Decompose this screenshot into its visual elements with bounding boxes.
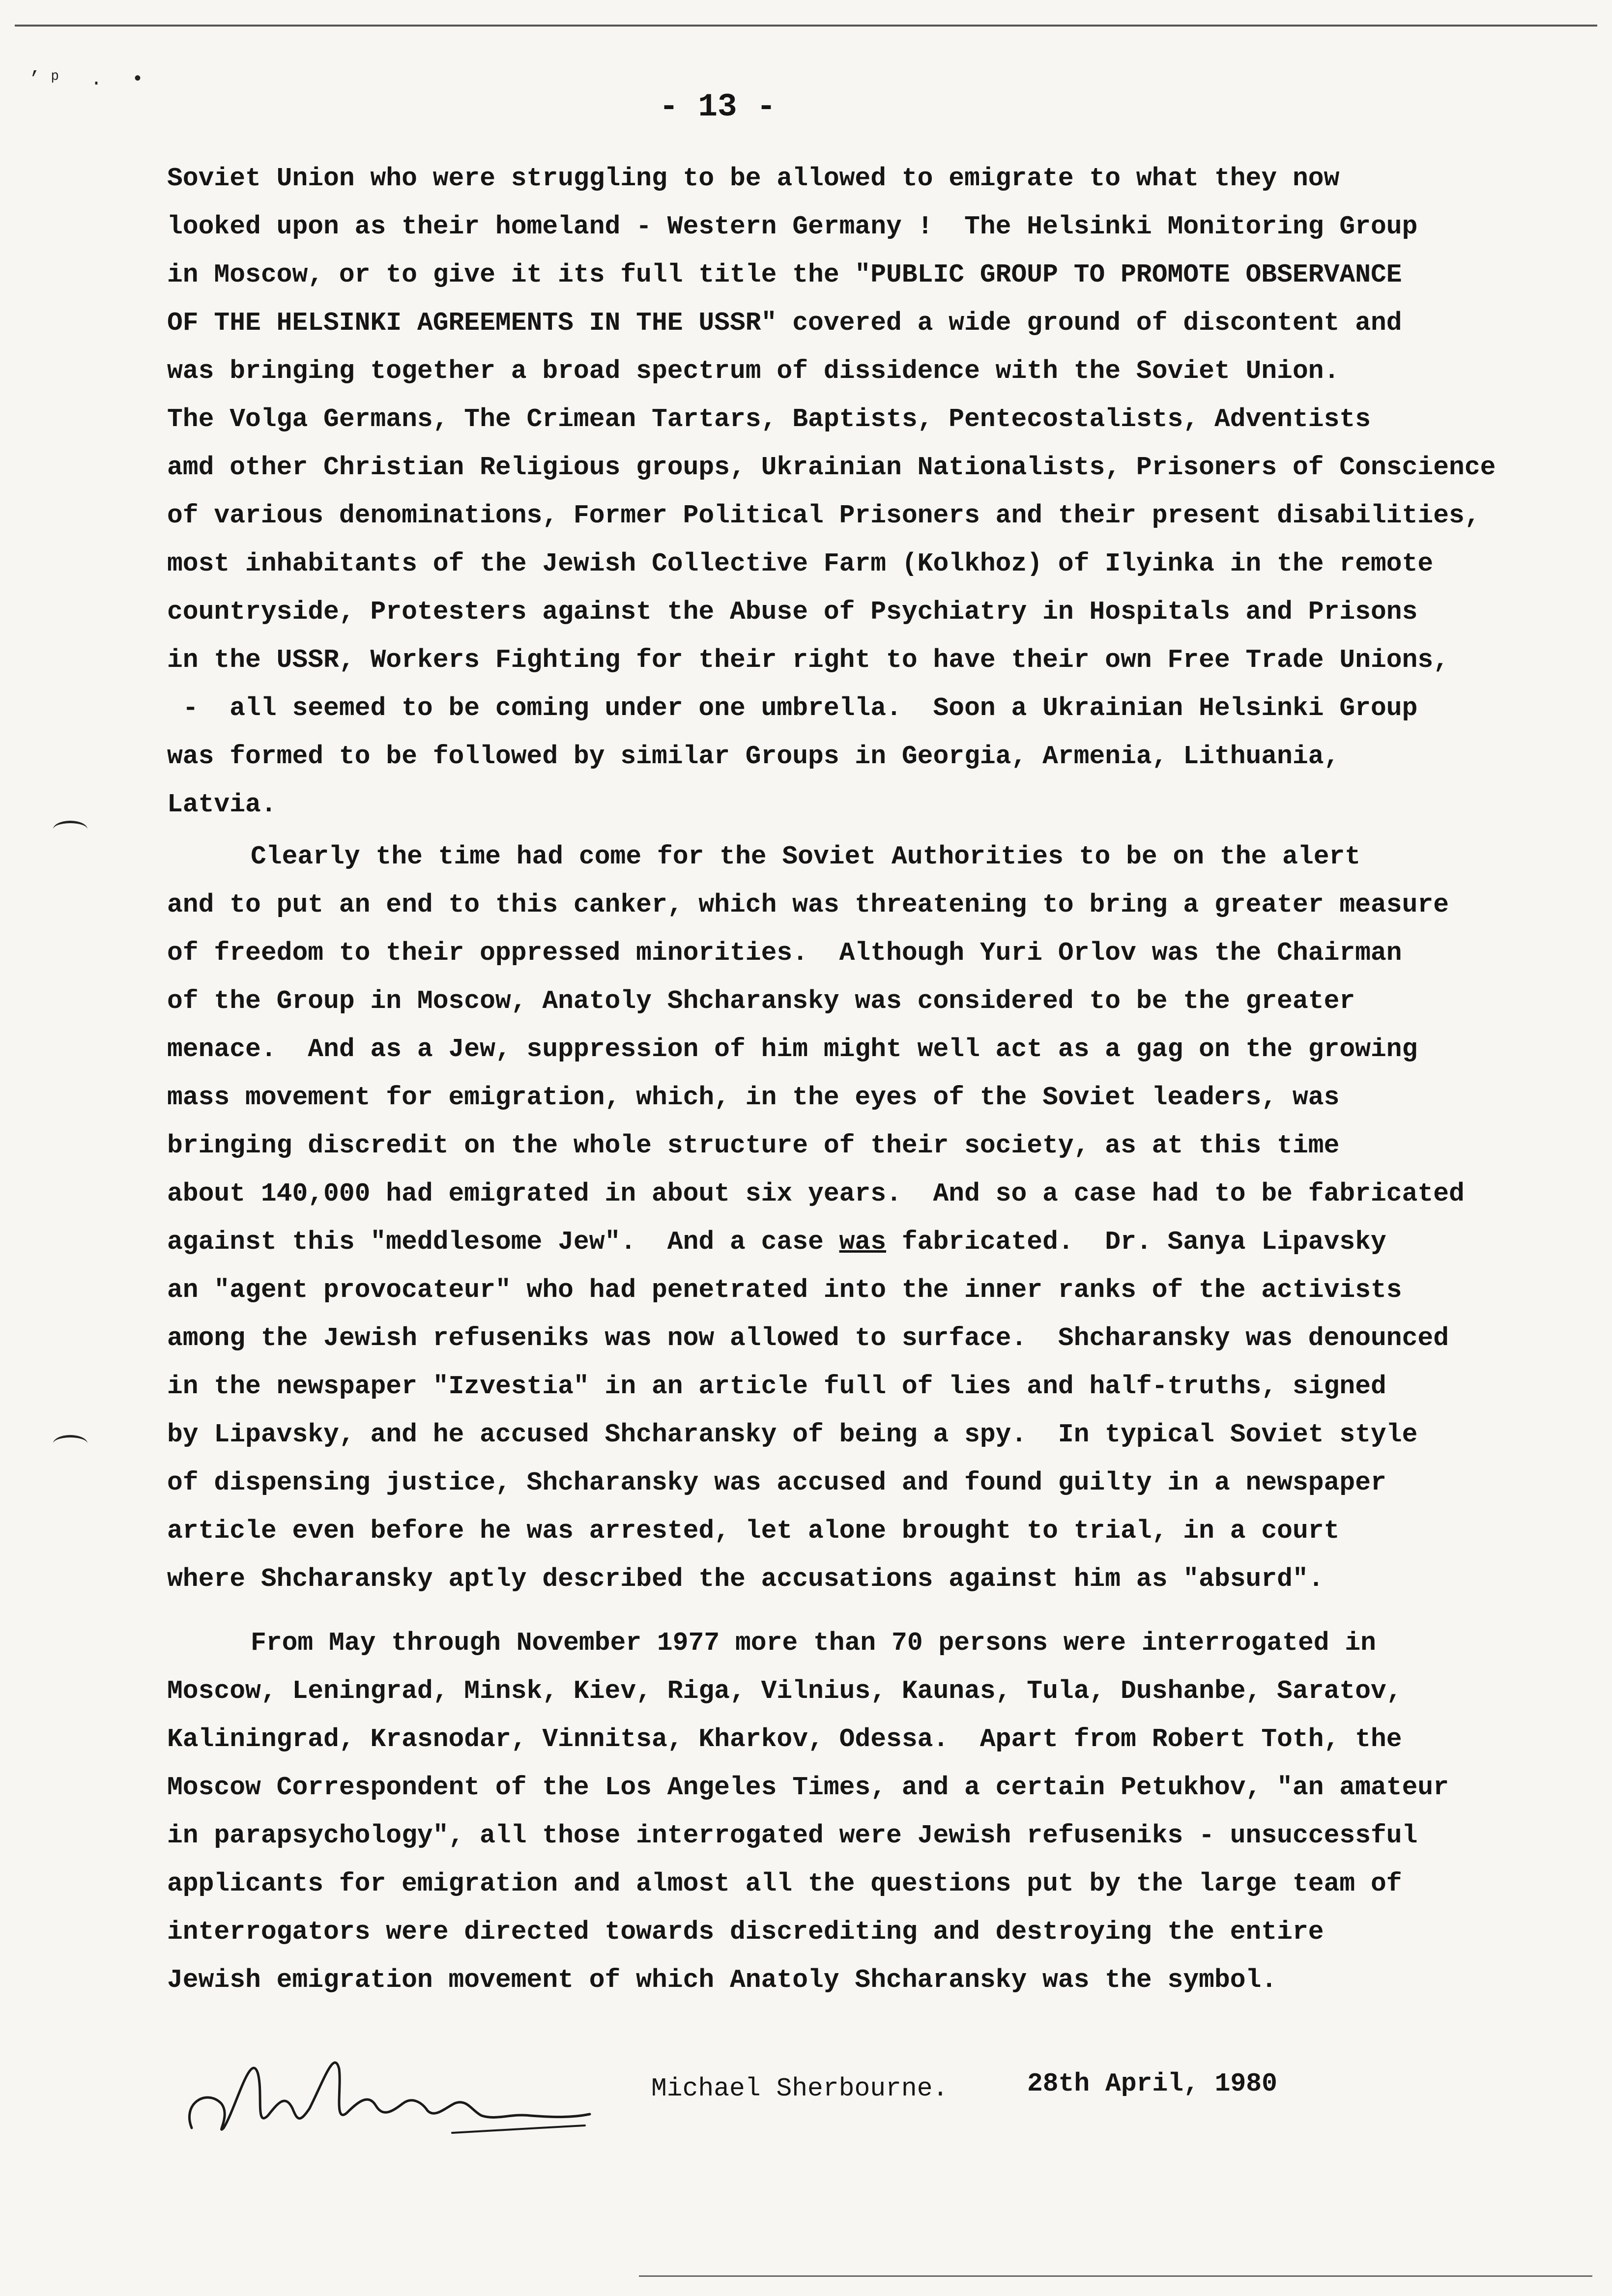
text-line: Soviet Union who were struggling to be allowed to emigrate to what they now xyxy=(167,164,1340,193)
paragraph-1 xyxy=(167,154,1543,829)
text-segment: fabricated. Dr. Sanya Lipavsky xyxy=(886,1227,1386,1257)
text-line: Clearly the time had come for the Soviet Authorities to be on the alert xyxy=(251,842,1361,871)
corner-marks: ’ᵖ . • xyxy=(29,69,153,91)
signature-date: 28th April, 1980 xyxy=(1027,2069,1277,2098)
text-line: by Lipavsky, and he accused Shcharansky of being a spy. In typical Soviet style xyxy=(167,1420,1418,1449)
text-line: Latvia. xyxy=(167,790,277,819)
text-line: countryside, Protesters against the Abuse of Psychiatry in Hospitals and Prisons xyxy=(167,597,1418,627)
text-line: was formed to be followed by similar Groups in Georgia, Armenia, Lithuania, xyxy=(167,742,1340,771)
text-line: menace. And as a Jew, suppression of him might well act as a gag on the growing xyxy=(167,1034,1418,1064)
text-line: of freedom to their oppressed minorities. Although Yuri Orlov was the Chairman xyxy=(167,938,1402,968)
text-line: Moscow, Leningrad, Minsk, Kiev, Riga, Vilnius, Kaunas, Tula, Dushanbe, Saratov, xyxy=(167,1676,1402,1706)
text-line: The Volga Germans, The Crimean Tartars, Baptists, Pentecostalists, Adventists xyxy=(167,404,1371,434)
paragraph-3 xyxy=(167,1619,1543,2004)
text-line: bringing discredit on the whole structure of their society, as at this time xyxy=(167,1131,1340,1160)
page-number: - 13 - xyxy=(659,88,776,125)
text-line: was bringing together a broad spectrum of dissidence with the Soviet Union. xyxy=(167,356,1340,386)
text-line: and to put an end to this canker, which was threatening to bring a greater measure xyxy=(167,890,1449,919)
text-line: amd other Christian Religious groups, Ukrainian Nationalists, Prisoners of Conscience xyxy=(167,453,1496,482)
text-segment: against this "meddlesome Jew". And a case xyxy=(167,1227,839,1257)
text-line: of various denominations, Former Political Prisoners and their present disabilities, xyxy=(167,501,1480,530)
text-line xyxy=(167,1218,1543,1266)
text-line: where Shcharansky aptly described the accusations against him as "absurd". xyxy=(167,1564,1324,1594)
text-line: in the USSR, Workers Fighting for their right to have their own Free Trade Unions, xyxy=(167,645,1449,675)
text-line: interrogators were directed towards discrediting and destroying the entire xyxy=(167,1917,1324,1947)
handwritten-signature xyxy=(177,2030,600,2157)
text-line: From May through November 1977 more than 70 persons were interrogated in xyxy=(251,1628,1376,1658)
text-line: among the Jewish refuseniks was now allowed to surface. Shcharansky was denounced xyxy=(167,1323,1449,1353)
text-line: mass movement for emigration, which, in the eyes of the Soviet leaders, was xyxy=(167,1083,1340,1112)
text-line: about 140,000 had emigrated in about six years. And so a case had to be fabricated xyxy=(167,1179,1465,1208)
text-line: article even before he was arrested, let alone brought to trial, in a court xyxy=(167,1516,1340,1546)
text-line: in parapsychology", all those interrogated were Jewish refuseniks - unsuccessful xyxy=(167,1821,1418,1850)
text-line: most inhabitants of the Jewish Collective Farm (Kolkhoz) of Ilyinka in the remote xyxy=(167,549,1434,578)
text-line: Kaliningrad, Krasnodar, Vinnitsa, Kharkov, Odessa. Apart from Robert Toth, the xyxy=(167,1724,1402,1754)
text-line: in the newspaper "Izvestia" in an article full of lies and half-truths, signed xyxy=(167,1372,1386,1401)
text-line: - all seemed to be coming under one umbrella. Soon a Ukrainian Helsinki Group xyxy=(167,693,1418,723)
text-line: in Moscow, or to give it its full title the "PUBLIC GROUP TO PROMOTE OBSERVANCE xyxy=(167,260,1402,289)
page-bottom-edge xyxy=(639,2275,1592,2277)
paragraph-2 xyxy=(167,832,1543,1603)
signatory-name: Michael Sherbourne. xyxy=(651,2074,949,2103)
text-line: looked upon as their homeland - Western Germany ! The Helsinki Monitoring Group xyxy=(167,212,1418,241)
margin-punch-mark xyxy=(53,1435,87,1452)
page-top-edge xyxy=(15,25,1597,27)
margin-punch-mark xyxy=(53,821,87,838)
text-line: OF THE HELSINKI AGREEMENTS IN THE USSR" covered a wide ground of discontent and xyxy=(167,308,1402,338)
underlined-word: was xyxy=(839,1227,887,1257)
text-line: an "agent provocateur" who had penetrated into the inner ranks of the activists xyxy=(167,1275,1402,1305)
text-line: of dispensing justice, Shcharansky was accused and found guilty in a newspaper xyxy=(167,1468,1386,1497)
signature-scribble xyxy=(177,2030,600,2157)
text-line: Moscow Correspondent of the Los Angeles Times, and a certain Petukhov, "an amateur xyxy=(167,1773,1449,1802)
text-line: of the Group in Moscow, Anatoly Shcharansky was considered to be the greater xyxy=(167,986,1355,1016)
text-line: Jewish emigration movement of which Anatoly Shcharansky was the symbol. xyxy=(167,1965,1277,1995)
text-line: applicants for emigration and almost all the questions put by the large team of xyxy=(167,1869,1402,1898)
